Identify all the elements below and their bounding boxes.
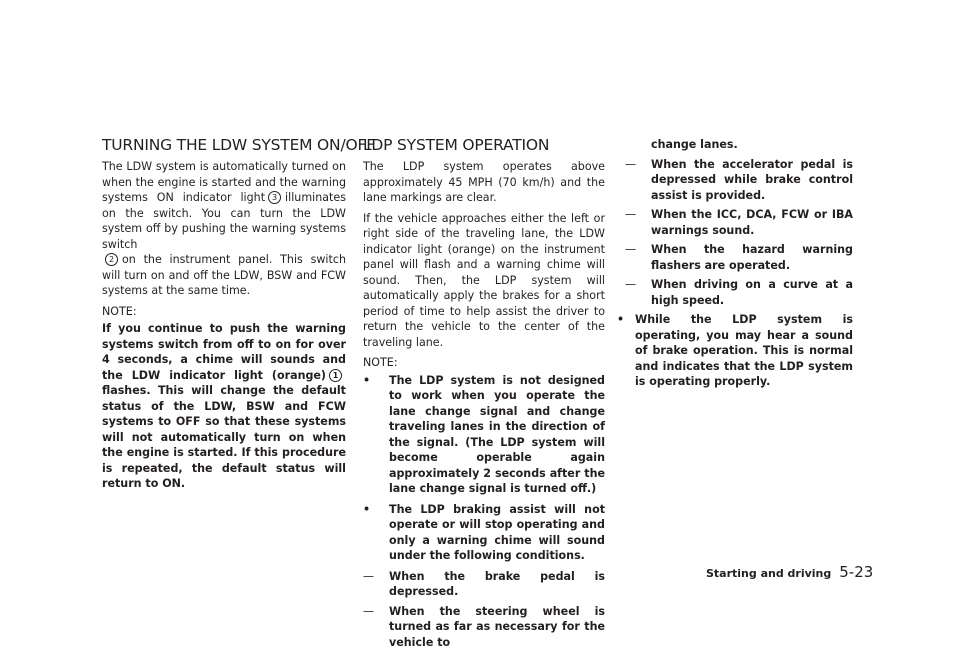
bullet-marker: • [363,502,371,516]
dash-marker: — [625,278,637,291]
ldp-paragraph-1: The LDP system operates above approximately 45 MPH (70 km/h) and the lane markings are clear. [363,160,605,204]
note-label-left: NOTE: [102,304,137,318]
left-column [102,136,375,497]
middle-column [363,137,605,654]
section-heading-ldw-on-off: TURNING THE LDW SYSTEM ON/OFF [102,136,375,154]
bullet-marker: • [363,373,371,387]
callout-2-icon: 2 [105,253,118,266]
ldw-note-paragraph [102,321,346,492]
ldw-intro-text-b: illuminates on the switch. You can turn the LDW system off by pushing the warning systems switch [102,191,346,251]
footer-section-title: Starting and driving [706,567,832,580]
dash-text: When the brake pedal is depressed. [389,569,605,598]
dash-item-3 [617,157,853,204]
right-column [617,137,853,395]
dash-text: When the ICC, DCA, FCW or IBA warnings sound. [651,208,853,237]
note-label-middle: NOTE: [363,356,398,369]
ldp-paragraph-2: If the vehicle approaches either the left or right side of the traveling lane, the LDW indicator light (orange) on the instrument panel will flash and a warning chime will sound. Then, the LDP system will automatically apply the brakes for a short period of time to help assist the driver to return the vehicle to the center of the traveling lane. [363,211,605,349]
dash-text: When the steering wheel is turned as far as necessary for the vehicle to [389,604,605,649]
dash-item-5 [617,242,853,273]
dash-marker: — [363,569,375,583]
dash-text: When driving on a curve at a high speed. [651,278,853,307]
dash-item-6 [617,277,853,308]
dash-text: When the hazard warning flashers are operated. [651,243,853,272]
bullet-item-3 [617,312,853,390]
dash-text: When the accelerator pedal is depressed while brake control assist is provided. [651,157,853,202]
page-footer [706,562,874,581]
dash-item-2-continued: change lanes. [651,138,738,151]
bullet-text: While the LDP system is operating, you may hear a sound of brake operation. This is normal and indicates that the LDP system is operating properly. [635,313,853,388]
dash-item-1 [363,569,605,600]
ldw-intro-text-a: The LDW system is automatically turned on when the engine is started and the warning systems ON indicator light [102,160,346,204]
page-number: 5-23 [839,563,874,581]
callout-1-icon: 1 [329,369,342,382]
dash-marker: — [625,243,637,256]
ldw-note-text-b: flashes. This will change the default status of the LDW, BSW and FCW systems to OFF so that these systems will not automatically turn on when the engine is started. If this procedure is repeated, the default status will return to ON. [102,384,346,490]
dash-item-2 [363,604,605,651]
bullet-marker: • [617,313,625,326]
bullet-item-2 [363,502,605,564]
callout-3-icon: 3 [268,191,281,204]
bullet-item-1 [363,373,605,497]
section-heading-ldp-operation: LDP SYSTEM OPERATION [363,136,550,154]
ldw-note-text-a: If you continue to push the warning systems switch from off to on for over 4 seconds, a chime will sounds and the LDW indicator light (orange) [102,322,346,382]
dash-marker: — [625,208,637,221]
dash-item-4 [617,207,853,238]
bullet-text: The LDP braking assist will not operate or will stop operating and only a warning chime will sound under the following conditions. [389,502,605,562]
ldw-intro-paragraph [102,159,346,299]
dash-marker: — [363,604,375,618]
dash-marker: — [625,157,637,171]
ldw-intro-text-c: on the instrument panel. This switch will turn on and off the LDW, BSW and FCW systems at the same time. [102,253,346,297]
bullet-text: The LDP system is not designed to work when you operate the lane change signal and change traveling lanes in the direction of the signal. (The LDP system will become operable again approximately 2 seconds after the lane change signal is turned off.) [389,373,605,495]
